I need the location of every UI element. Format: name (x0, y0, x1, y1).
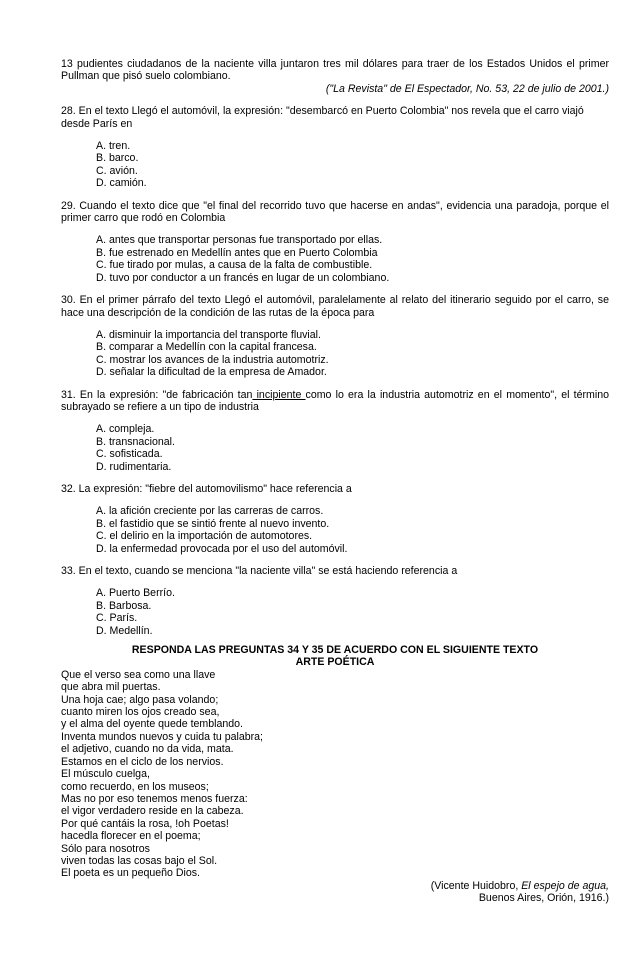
options-list (96, 140, 609, 190)
poem-reference-line-2: Buenos Aires, Orión, 1916.) (478, 892, 609, 905)
question-29 (61, 200, 609, 284)
question-28 (61, 105, 609, 189)
question-text (61, 389, 609, 414)
poem-line: como recuerdo, en los museos; (61, 780, 209, 793)
poem-line: Estamos en el ciclo de los nervios. (61, 755, 224, 768)
option-a: A. tren. (96, 140, 131, 153)
poem-line: viven todas las cosas bajo el Sol. (61, 854, 218, 867)
option-c: C. sofisticada. (96, 448, 163, 461)
poem-line: Inventa mundos nuevos y cuida tu palabra; (61, 730, 264, 743)
option-b: B. transnacional. (96, 435, 175, 448)
reference-book-title: El espejo de agua, (521, 879, 609, 892)
question-text: 28. En el texto Llegó el automóvil, la expresión: "desembarcó en Puerto Colombia" nos revela que el carro viajó desde París en (61, 105, 584, 130)
option-c: C. avión. (96, 164, 138, 177)
poem-line: Que el verso sea como una llave (61, 668, 216, 681)
question-text-start: 31. En la expresión: "de fabricación tan (61, 388, 253, 401)
options-list (96, 329, 609, 379)
question-text: 29. Cuando el texto dice que "el final del recorrido tuvo que hacerse en andas", evidencia una paradoja, porque el primer carro que rodó en Colombia (61, 199, 609, 225)
poem-line: cuanto miren los ojos creado sea, (61, 706, 220, 719)
question-33 (61, 565, 609, 637)
poem-line: Mas no por eso tenemos menos fuerza: (61, 792, 248, 805)
question-text: 30. En el primer párrafo del texto Llegó el automóvil, paralelamente al relato del itinerario seguido por el carro, se hace una descripción de la condición de las rutas de la época para (61, 294, 609, 319)
question-text: 32. La expresión: "fiebre del automovilismo" hace referencia a (61, 482, 352, 495)
option-c: C. fue tirado por mulas, a causa de la falta de combustible. (96, 259, 373, 272)
option-d: D. Medellín. (96, 624, 153, 637)
question-32 (61, 483, 609, 555)
option-c: C. mostrar los avances de la industria automotriz. (96, 353, 329, 366)
option-a: A. Puerto Berrío. (96, 587, 175, 600)
poem (61, 669, 609, 880)
section-header (61, 644, 609, 669)
option-d: D. la enfermedad provocada por el uso del automóvil. (96, 542, 348, 555)
option-a: A. compleja. (96, 423, 155, 436)
poem-line: Una hoja cae; algo pasa volando; (61, 693, 219, 706)
option-d: D. camión. (96, 177, 147, 190)
question-31 (61, 389, 609, 473)
question-30 (61, 294, 609, 378)
option-b: B. fue estrenado en Medellín antes que en Puerto Colombia (96, 246, 378, 259)
poem-title: ARTE POÉTICA (295, 656, 375, 669)
poem-reference-line-1 (61, 880, 609, 892)
poem-reference (61, 880, 609, 905)
options-list (96, 423, 609, 473)
intro-citation: ("La Revista" de El Espectador, No. 53, 22 de julio de 2001.) (325, 82, 609, 95)
option-b: B. el fastidio que se sintió frente al nuevo invento. (96, 517, 330, 530)
document-body (61, 58, 609, 905)
intro-paragraph: 13 pudientes ciudadanos de la naciente villa juntaron tres mil dólares para traer de los Estados Unidos el primer Pullman que pisó suelo colombiano. (61, 58, 609, 83)
option-b: B. barco. (96, 152, 139, 165)
options-list (96, 234, 609, 284)
poem-line: El músculo cuelga, (61, 768, 150, 781)
poem-line: el vigor verdadero reside en la cabeza. (61, 805, 244, 818)
poem-line: que abra mil puertas. (61, 681, 161, 694)
option-d: D. tuvo por conductor a un francés en lugar de un colombiano. (96, 271, 390, 284)
option-a: A. antes que transportar personas fue transportado por ellas. (96, 234, 383, 247)
poem-line: hacedla florecer en el poema; (61, 830, 201, 843)
option-a: A. disminuir la importancia del transporte fluvial. (96, 328, 321, 341)
option-a: A. la afición creciente por las carreras de carros. (96, 505, 324, 518)
poem-line: Por qué cantáis la rosa, !oh Poetas! (61, 817, 229, 830)
section-heading: RESPONDA LAS PREGUNTAS 34 Y 35 DE ACUERDO CON EL SIGUIENTE TEXTO (131, 644, 539, 657)
options-list (96, 505, 609, 555)
question-text-end: como lo era la industria automotriz en el momento", el término subrayado se refiere a un tipo de industria (61, 388, 609, 413)
option-c: C. París. (96, 612, 138, 625)
poem-line: el adjetivo, cuando no da vida, mata. (61, 743, 234, 756)
option-b: B. comparar a Medellín con la capital francesa. (96, 341, 317, 354)
poem-line: El poeta es un pequeño Dios. (61, 867, 200, 880)
reference-author: (Vicente Huidobro, (430, 879, 522, 892)
option-d: D. rudimentaria. (96, 460, 172, 473)
poem-line: y el alma del oyente quede temblando. (61, 718, 243, 731)
option-d: D. señalar la dificultad de la empresa de Amador. (96, 366, 327, 379)
option-b: B. Barbosa. (96, 599, 152, 612)
options-list (96, 587, 609, 637)
option-c: C. el delirio en la importación de automotores. (96, 530, 313, 543)
underlined-term: incipiente (252, 388, 306, 401)
question-text: 33. En el texto, cuando se menciona "la naciente villa" se está haciendo referencia a (61, 565, 458, 577)
poem-line: Sólo para nosotros (61, 842, 150, 855)
